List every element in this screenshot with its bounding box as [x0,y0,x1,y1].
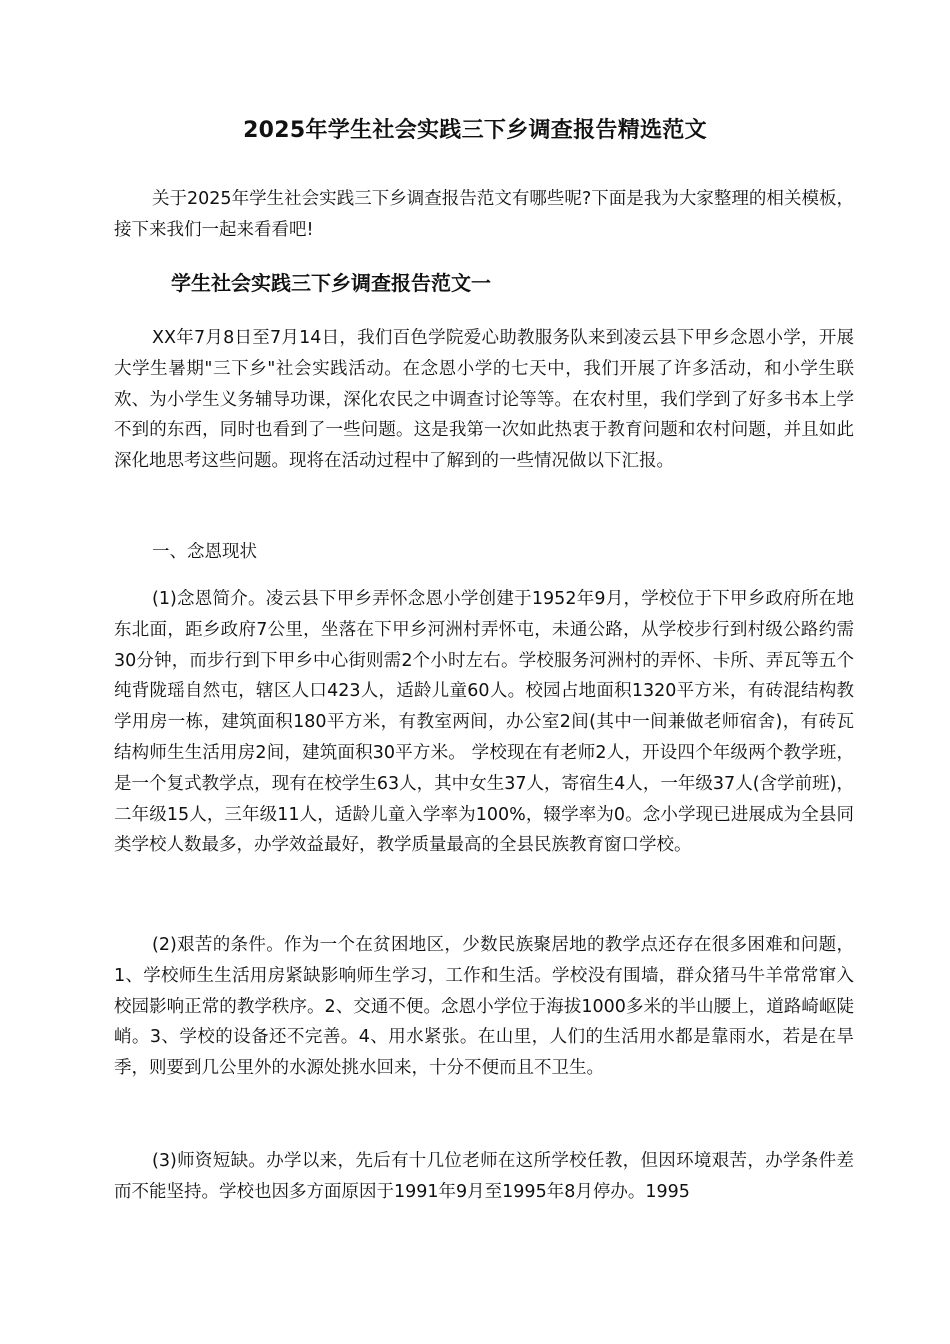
document-title: 2025年学生社会实践三下乡调查报告精选范文 [243,118,707,143]
section-heading-current-status: 一、念恩现状 [152,542,257,562]
paragraph-school-introduction: (1)念恩简介。凌云县下甲乡弄怀念恩小学创建于1952年9月，学校位于下甲乡政府所在地东北面，距乡政府7公里，坐落在下甲乡河洲村弄怀屯，未通公路，从学校步行到村级公路约需30分钟，而步行到下甲乡中心街则需2个小时左右。学校服务河洲村的弄怀、卡所、弄瓦等五个纯背陇瑶自然屯，辖区人口423人，适龄儿童60人。校园占地面积1320平方米，有砖混结构教学用房一栋，建筑面积180平方米，有教室两间，办公室2间(其中一间兼做老师宿舍)，有砖瓦结构师生生活用房2间，建筑面积30平方米。 学校现在有老师2人，开设四个年级两个教学班，是一个复式教学点，现有在校学生63人，其中女生37人，寄宿生4人，一年级37人(含学前班)，二年级15人，三年级11人，适龄儿童入学率为100%，辍学率为0。念小学现已进展成为全县同类学校人数最多，办学效益最好，教学质量最高的全县民族教育窗口学校。 [114,589,854,856]
section-subheading: 学生社会实践三下乡调查报告范文一 [171,271,491,295]
paragraph-teacher-shortage: (3)师资短缺。办学以来，先后有十几位老师在这所学校任教，但因环境艰苦，办学条件差而不能坚持。学校也因多方面原因于1991年9月至1995年8月停办。1995 [114,1151,854,1202]
intro-paragraph: 关于2025年学生社会实践三下乡调查报告范文有哪些呢?下面是我为大家整理的相关模板，接下来我们一起来看看吧! [114,189,854,240]
paragraph-activity-overview: XX年7月8日至7月14日，我们百色学院爱心助教服务队来到凌云县下甲乡念恩小学，开展大学生暑期"三下乡"社会实践活动。在念恩小学的七天中，我们开展了许多活动，和小学生联欢、为小学生义务辅导功课，深化农民之中调查讨论等等。在农村里，我们学到了好多书本上学不到的东西，同时也看到了一些问题。这是我第一次如此热衷于教育问题和农村问题，并且如此深化地思考这些问题。现将在活动过程中了解到的一些情况做以下汇报。 [114,328,854,472]
paragraph-hard-conditions: (2)艰苦的条件。作为一个在贫困地区，少数民族聚居地的教学点还存在很多困难和问题，1、学校师生生活用房紧缺影响师生学习，工作和生活。学校没有围墙，群众猪马牛羊常常窜入校园影响正常的教学秩序。2、交通不便。念恩小学位于海拔1000多米的半山腰上，道路崎岖陡峭。3、学校的设备还不完善。4、用水紧张。在山里，人们的生活用水都是靠雨水，若是在旱季，则要到几公里外的水源处挑水回来，十分不便而且不卫生。 [114,935,854,1079]
